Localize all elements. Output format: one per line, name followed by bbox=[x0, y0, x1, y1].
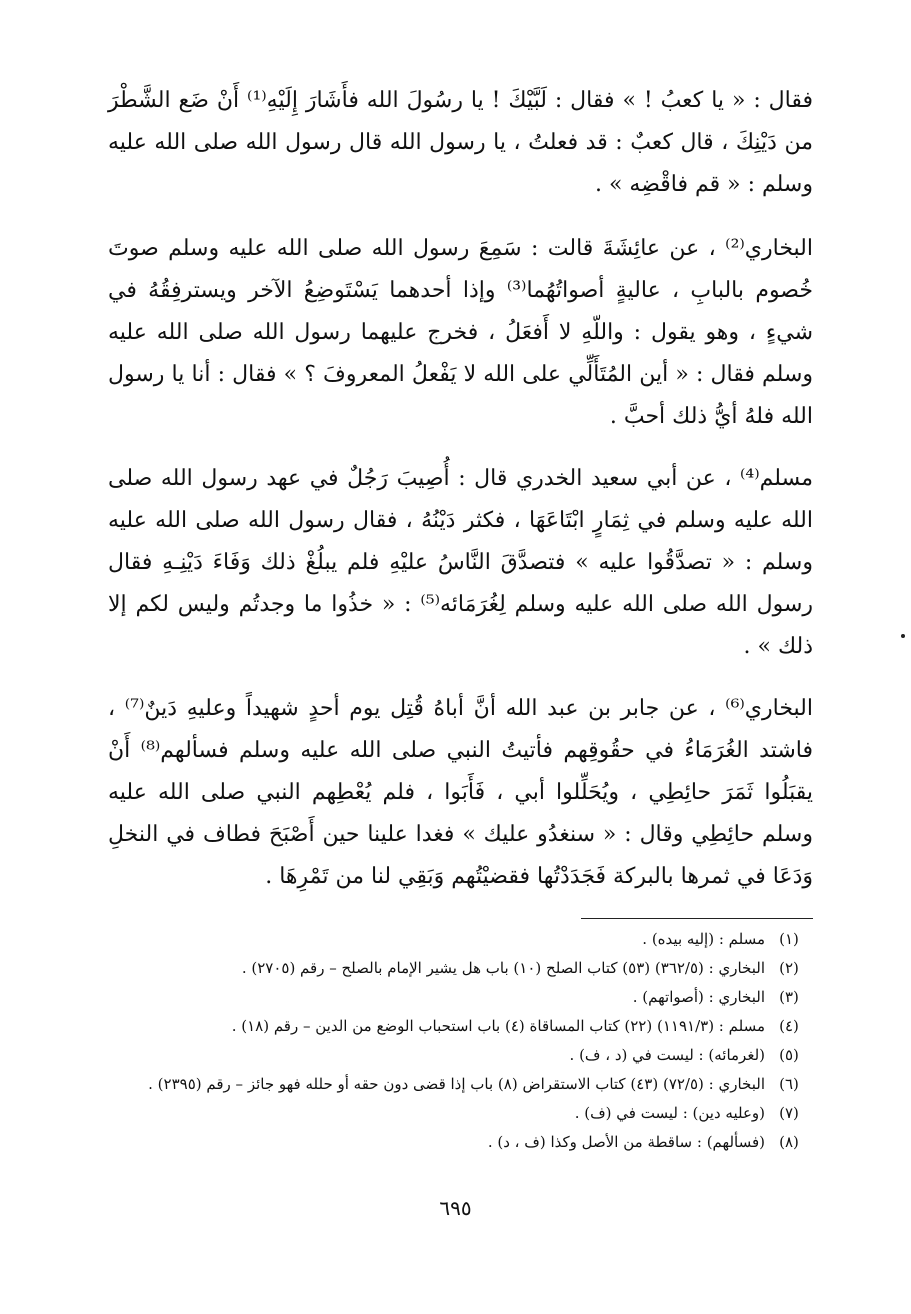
footnote bbox=[108, 1070, 813, 1099]
footnote-text: البخاري : (أصواتهم) . bbox=[632, 988, 765, 1006]
footnotes bbox=[108, 925, 813, 1157]
footnote-text: (لغرمائه) : ليست في (د ، ف) . bbox=[569, 1046, 765, 1064]
footnote bbox=[108, 1012, 813, 1041]
footnote-number: (١) bbox=[779, 930, 799, 948]
paragraph-3: مسلم⁽⁴⁾ ، عن أبي سعيد الخدري قال : أُصِيبَ رَجُلٌ في عهد رسول الله صلى الله عليه وسلم في ثِمَارٍ ابْتَاعَهَا ، فكثر دَيْنُهُ ، فقال رسول الله صلى الله عليه وسلم : « تصدَّقُوا عليه » فتصدَّقَ النَّاسُ عليْهِ فلم يبلُغْ ذلك وَفَاءَ دَيْنِـهِ فقال رسول الله صلى الله عليه وسلم لِغُرَمَائه⁽⁵⁾ : « خذُوا ما وجدتُم وليس لكم إلا ذلك » . bbox=[108, 466, 814, 659]
footnote-text: البخاري : (٣٦٢/٥) (٥٣) كتاب الصلح (١٠) باب هل يشير الإمام بالصلح – رقم (٢٧٠٥) . bbox=[241, 959, 765, 977]
footnote bbox=[108, 983, 813, 1012]
footnote-text: مسلم : (إليه بيده) . bbox=[642, 930, 765, 948]
footnote-number: (٢) bbox=[779, 959, 799, 977]
footnote bbox=[108, 1041, 813, 1070]
footnote-number: (٥) bbox=[779, 1046, 799, 1064]
footnote-text: (فسألهم) : ساقطة من الأصل وكذا (ف ، د) . bbox=[487, 1133, 765, 1151]
page-number: ٦٩٥ bbox=[439, 1196, 472, 1220]
footnote bbox=[108, 1099, 813, 1128]
margin-mark bbox=[901, 634, 905, 638]
paragraph-2: البخاري⁽²⁾ ، عن عائِشَةَ قالت : سَمِعَ رسول الله صلى الله عليه وسلم صوتَ خُصوم بالبابِ ، عاليةٍ أصواتُهُما⁽³⁾ وإذا أحدهما يَسْتَوضِعُ الآخر ويسترفِقُهُ في شيءٍ ، وهو يقول : واللّهِ لا أَفعَلُ ، فخرج عليهما رسول الله صلى الله عليه وسلم فقال : « أين المُتَأَلِّي على الله لا يَفْعلُ المعروفَ ؟ » فقال : أنا يا رسول الله فلهُ أيُّ ذلك أحبَّ . bbox=[108, 236, 813, 429]
paragraph-4: البخاري⁽⁶⁾ ، عن جابر بن عبد الله أنَّ أباهُ قُتِل يوم أحدٍ شهيداً وعليهِ دَينٌ⁽⁷⁾ ، فاشتد الغُرَمَاءُ في حقُوقِهم فأتيتُ النبي صلى الله عليه وسلم فسألهم⁽⁸⁾ أَنْ يقبَلُوا ثَمَرَ حائِطِي ، ويُحَلِّلوا أبي ، فَأَبَوا ، فلم يُعْطِهم النبي صلى الله عليه وسلم حائِطِي وقال : « سنغدُو عليك » فغدا علينا حين أَصْبَحَ فطاف في النخلِ وَدَعَا في ثمرها بالبركة فَجَدَدْتُها فقضيْتُهم وَبَقِي لنا من تَمْرِهَا . bbox=[108, 696, 813, 889]
footnote-number: (٤) bbox=[779, 1017, 799, 1035]
footnote bbox=[108, 925, 813, 954]
footnote bbox=[108, 954, 813, 983]
footnote-text: مسلم : (١١٩١/٣) (٢٢) كتاب المساقاة (٤) باب استحباب الوضع من الدين – رقم (١٨) . bbox=[231, 1017, 765, 1035]
footnote-text: (وعليه دين) : ليست في (ف) . bbox=[574, 1104, 765, 1122]
footnote-text: البخاري : (٧٢/٥) (٤٣) كتاب الاستقراض (٨) باب إذا قضى دون حقه أو حلله فهو جائز – رقم (٢٣٩٥) . bbox=[148, 1075, 765, 1093]
footnote-number: (٧) bbox=[779, 1104, 799, 1122]
footnote-number: (٣) bbox=[779, 988, 799, 1006]
footnote bbox=[108, 1128, 813, 1157]
footnote-number: (٦) bbox=[779, 1075, 799, 1093]
footnote-number: (٨) bbox=[779, 1133, 799, 1151]
paragraph-1: فقال : « يا كعبُ ! » فقال : لَبَّيْكَ ! يا رسُولَ الله فأَشَارَ إِلَيْهِ⁽¹⁾ أَنْ ضَع الشَّطْرَ من دَيْنِكَ ، قال كعبٌ : قد فعلتُ ، يا رسول الله قال رسول الله صلى الله عليه وسلم : « قم فاقْضِه » . bbox=[108, 88, 813, 197]
page-body bbox=[108, 80, 813, 1157]
footnote-divider bbox=[581, 918, 813, 919]
